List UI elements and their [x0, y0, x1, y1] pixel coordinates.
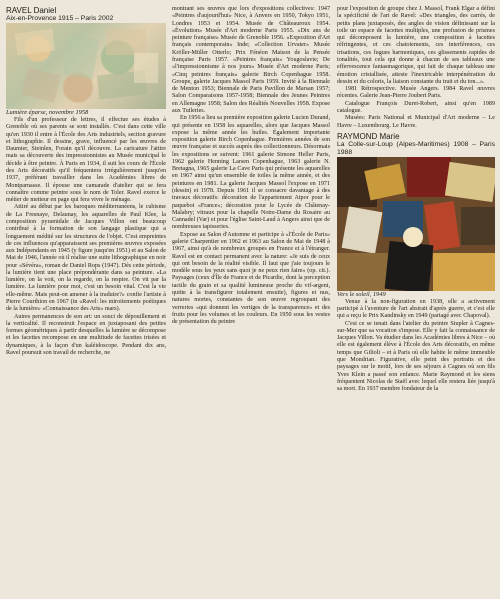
paragraph: Attiré au début par les baroques méditerranéens, le cubisme de La Fresnaye, Delaunay, les aquarelles de Paul Klee, la composition pyramidale de Jacques Villon ont beaucoup contribué à la formation de son langage plastique qui a longuement médité sur les structures de l'objet. C'est empreintes de ces influences qu'apparaissent ses premières œuvres exposées aux Indépendants en 1945 (y figure jusqu'en 1951) et au Salon de Mai de 1946, l'année où il réalise une suite lithographique en noir pour «Sévéra», roman de Daniel Rops (1947). Dès cette période, la lumière tient une place prépondérante dans sa peinture. «La lumière, on la voit, on la regarde, on la respire. On vit par la lumière. La lumière pour moi, c'est un besoin vital. C'est la vie elle-même. Mais peut-on amener à la traduire?» confie l'artiste à Pierre Courthion en 1967 (in «Ravel: les miroitements poétiques de la lumière» «Connaissance des Arts» mars). [6, 204, 166, 313]
paragraph: Musées: Paris National et Municipal d'Art moderne – Le Havre – Luxembourg. Le Havre. [337, 115, 495, 129]
paragraph: Venue à la non-figuration en 1938, elle a activement participé à l'aventure de l'art abstrait d'après guerre, et c'est elle qui a reçu le Prix Kandinsky en 1949 (partagé avec Chapoval). [337, 298, 495, 320]
paragraph: 1981 Rétrospective. Musée Angers. 1984 Ravel œuvres récentes. Galerie Jean-Pierre Joubert Paris. [337, 86, 495, 100]
column-2 [172, 6, 330, 326]
caption-raymond: Vers le soleil, 1949 [337, 290, 386, 298]
paragraph: C'est ce se tenait dans l'atelier du peintre Stupler à Cagnes-sur-Mer que sa vocation s'impose. Elle y fait la connaissance de Jacques Villon. Va étudier dans les Académies libres à Nice – où elle est également élève à l'École des Arts décoratifs, en même temps que Gilioli – et à Paris où elle habite le même immeuble que Mondrian. Figurative, elle peint des portraits et des paysages sur le motif, lors de ses séjours à Cagnes où son fils Yves Klein a passé son enfance. Marie Raymond et les siens fréquentent Nicolas de Staël avec lequel elle restera liée jusqu'à sa mort. En 1937 membre fondateur de la [337, 320, 495, 393]
artist-dates-raymond: La Colle-sur-Loup (Alpes-Maritimes) 1908 – Paris 1988 [337, 140, 495, 156]
caption-ravel: Lumière éparse, novembre 1958 [6, 109, 89, 116]
artist-name-raymond: RAYMOND Marie [337, 131, 400, 141]
paragraph: pour l'exposition de groupe chez J. Massol, Frank Elgar a défini la spécificité de l'art de Ravel: «Des triangles, des carrés, de petits plans juxtaposés, des angles de vision définissant sur la toile un espace de facettes multiples, une profusion de prismes qui décomposent la lumière, une composition à facettes réfringentes, et ces chatoiements, ces interférences, ces irisations, ces fugues harmoniques, ces glissements rapides de tonalités, tout cela qui donne à chacun de ses tableaux une effervescence fantasmagorique, qui fait de chaque tableau une émotion cristallisée, atteste l'inextricable interpénétration du dessin et du coloris, la liaison constante du trait et du ton...». [337, 6, 495, 85]
paragraph: Fils d'un professeur de lettres, il effectue ses études à Grenoble où ses parents se sont installés. C'est dans cette ville qu'en 1930 il entre à l'École des Arts industriels, section gravure et lithographie. Il dessine, grave, influencé par les œuvres de Daumier, Steinlen, Forain qu'il découvre. La caricature l'attire mais sa découverte des impressionnistes au Musée municipal le décide à être peintre. À Paris en 1934, il suit les cours de l'École des Arts décoratifs qu'il fréquentera irrégulièrement jusqu'en 1937, préférant travailler dans les Académies libres de Montparnasse. Il épouse une camarade d'atelier qui se fera connaître comme peintre sous le nom de Toler. Ravel exerce le métier de metteur en page qui fera vivre le ménage. [6, 117, 166, 204]
painting-vers-le-soleil [337, 157, 495, 291]
paragraph: montrant ses œuvres que lors d'expositions collectives: 1947 «Peintres d'aujourd'hui» Nice, à Anvers en 1950, Tokyo 1951, Londres 1953 et 1954. Musée de Châteauroux 1954. «Évolution» Musée d'Art moderne Paris 1955. «Dix ans de peinture française» Musée de Grenoble 1956. «Exposition d'Art français contemporain» Inde; «Collection Urvater» Musée Kröller-Müller Otterlo; Prix Fénéon Maison de la Pensée française Paris 1957. «Peintres français» Yougoslavie; De «l'impressionnisme à nos jours» Musée d'Art moderne Paris; «Cinq peintres français» galerie Birch Copenhague 1958. Groupe, galerie Jacques Massol Paris 1959. Invité à la Biennale de Menton 1953; Biennale de Paris Pavillon de Marsan 1957; Salon Comparaisons 1957-1958; Biennale des Jeunes Peintres en Allemagne 1958; Salon des Réalités Nouvelles 1958. Expose aux Tuileries. [172, 6, 330, 114]
column-1 [6, 6, 166, 357]
painting-lumiere-eparse [6, 23, 166, 109]
column-3 [337, 6, 495, 393]
paragraph: Expose au Salon d'Automne et participe à «l'École de Paris» galerie Charpentier en 1962 et 1963 au Salon de Mai de 1948 à 1967, ainsi qu'à de nombreux groupes en France et à l'étranger. Ravel est en contact permanent avec la nature: «Je suis de ceux qui ont besoin de la réalité visible. Il faut que j'aie toujours le modèle sous les yeux sans quoi je ne peux rien faire» (op. cit.). Paysages (ceux d'Île de France et de Picardie, dont la perception tactile du grain et sa qualité lumineuse proche du vif-argent, quitte à la transfigurer totalement ensuite), figures et nus, natures mortes, constantes de son œuvre regroupant des verreries «qui donnent les vertiges de la transparence» et des fruits pour les volumes et les couleurs. En 1950 sous les vestes de présentation du peintre [172, 231, 330, 326]
paragraph: Autres permanences de son art: un souci de dépouillement et la verticalité. Il reconstruit l'espace en juxtaposant des petites formes géométriques à partir desquelles la lumière se décompose et les facettes recompose en une multitude de facettes irisées et dynamiques, à la façon d'un kaléidoscope. Pendant dix ans, Ravel poursuit son travail de recherche, ne [6, 313, 166, 356]
paragraph: En 1956 a lieu sa première exposition galerie Lucien Durand, qui présente en 1958 les aquarelles, alors que Jacques Massol expose la même année les huiles. Également importante exposition galerie Birch Copenhague. Premières années de son œuvre française et succès auprès des collectionneurs. Désormais les expositions se suivent: 1961 galerie Simone Heller Paris, 1962 galerie Henning Larsen Copenhague, 1963 galerie N. Bretagna, 1965 galerie La Cave Paris qui présente les aquarelles en 1967 ainsi qu'un ensemble de toiles la même année, et des peintures en 1981. La galerie Jacques Massol l'expose en 1971 (dessin) et 1978. Depuis 1961 il se consacre davantage à des travaux décoratifs: décoration de l'appartement Atpor pour le paquebot «France»; décoration pour le Lycée de Châtenay-Malabry; vitraux pour la chapelle Notre-Dame du Rosaire au Cannadel (Var) et pour l'église Saint-Laud à Angers ainsi que de nombreuses tapisseries. [172, 115, 330, 231]
artist-name-ravel: RAVEL Daniel [6, 6, 57, 15]
paragraph: Catalogue François Duret-Robert, ainsi qu'en 1989 catalogue. [337, 100, 495, 114]
artist-dates-ravel: Aix-en-Provence 1915 – Paris 2002 [6, 15, 114, 22]
